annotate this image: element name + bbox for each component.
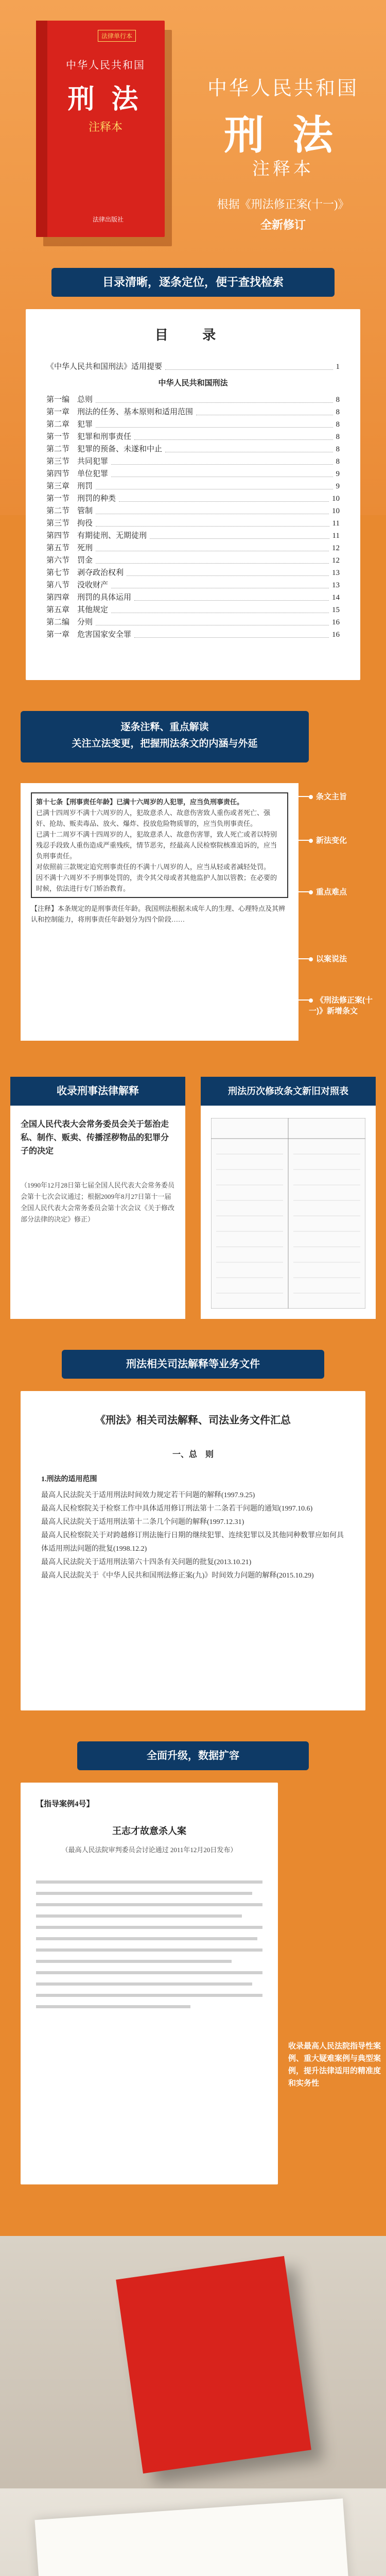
toc-dots (165, 443, 332, 452)
toc-row (46, 418, 340, 431)
toc-row-label: 第六节 罚金 (46, 556, 93, 565)
toc-row-page: 12 (332, 556, 340, 565)
toc-dots (134, 629, 329, 638)
toc-row-page: 9 (336, 482, 340, 490)
toc-row (46, 517, 340, 530)
hero-subtitle: 注释本 (252, 160, 314, 179)
toc-dots (96, 554, 329, 564)
doc-list-item: 最高人民法院关于《中华人民共和国刑法修正案(九)》时间效力问题的解释(2015.10.29) (41, 1572, 314, 1580)
annotation-heading-line1: 逐条注释、重点解读 (120, 722, 209, 733)
toc-row-page: 15 (332, 606, 340, 614)
annotation-callout (309, 994, 381, 1016)
toc-row-label: 第二节 管制 (46, 507, 93, 515)
toc-row-page: 8 (336, 396, 340, 404)
toc-intro-row (46, 361, 340, 373)
toc-dots (127, 567, 329, 576)
toc-row (46, 455, 340, 468)
toc-row (46, 579, 340, 591)
case-sub: （最高人民法院审判委员会讨论通过 2011年12月20日发布） (61, 1846, 237, 1854)
toc-intro-label: 《中华人民共和国刑法》适用提要 (46, 363, 163, 371)
toc-dots (111, 455, 332, 465)
toc-row-label: 第一节 刑罚的种类 (46, 495, 116, 503)
interpretation-body: （1990年12月28日第七届全国人民代表大会常务委员会第十七次会议通过；根据2009年8月27日第十一届全国人民代表大会常务委员会第十次会议《关于修改部分法律的决定》修正） (21, 1181, 175, 1223)
toc-dots (96, 616, 329, 625)
toc-dots (96, 480, 332, 489)
callout-label: 以案说法 (316, 955, 347, 963)
doc-list-item: 最高人民检察院关于检察工作中具体适用修订刑法第十二条若干问题的通知(1997.10.6) (41, 1505, 313, 1513)
toc-row-label: 第一节 犯罪和刑事责任 (46, 433, 132, 441)
toc-row (46, 480, 340, 493)
callout-dot (309, 998, 313, 1003)
book-badge: 法律单行本 (98, 30, 136, 42)
toc-row-label: 第八节 没收财产 (46, 581, 109, 589)
callout-connector (288, 891, 309, 892)
callout-connector (288, 958, 309, 959)
callout-dot (309, 839, 313, 843)
toc-row (46, 542, 340, 554)
hero-big-title: 刑 法 (224, 113, 342, 158)
annotation-text (31, 792, 288, 925)
doc-list-item: 最高人民法院关于适用刑法第十二条几个问题的解释(1997.12.31) (41, 1518, 244, 1526)
toc-row-label: 第一编 总则 (46, 396, 93, 404)
toc-dots (134, 591, 329, 601)
callout-connector (288, 840, 309, 841)
toc-row-label: 第三章 刑罚 (46, 482, 93, 490)
toc-row (46, 616, 340, 629)
book-cover (36, 21, 165, 237)
toc-row (46, 493, 340, 505)
docs-chapter: 一、总 则 (172, 1450, 214, 1459)
doc-list-item: 最高人民法院关于适用刑法时间效力规定若干问题的解释(1997.9.25) (41, 1492, 255, 1499)
callout-label: 条文主旨 (316, 792, 347, 801)
toc-row-label: 第三节 共同犯罪 (46, 457, 109, 466)
hero-tagline-2: 全新修订 (260, 218, 306, 231)
toc-row (46, 629, 340, 641)
toc-row-page: 9 (336, 470, 340, 478)
section-docs-heading: 刑法相关司法解释等业务文件 (62, 1350, 324, 1379)
section-annotation-heading (21, 711, 309, 762)
article-note: 【注释】本条规定的是刑事责任年龄。我国刑法根据未成年人的生理、心理特点及其辨认和控制能力，将刑事责任年龄划分为四个阶段…… (31, 905, 286, 923)
callout-dot (309, 957, 313, 961)
toc-row (46, 567, 340, 579)
toc-row-label: 第一章 危害国家安全罪 (46, 631, 132, 639)
toc-dots (111, 468, 332, 477)
toc-row-label: 第五章 其他规定 (46, 606, 109, 614)
toc-act-title: 中华人民共和国刑法 (158, 379, 228, 387)
toc-row-page: 14 (332, 594, 340, 602)
article-p3: 对依照前三款规定追究刑事责任的不满十八周岁的人，应当从轻或者减轻处罚。 (36, 863, 271, 871)
toc-intro-page: 1 (336, 363, 340, 371)
toc-row-page: 13 (332, 569, 340, 577)
docs-list (41, 1489, 345, 1583)
callout-connector (288, 796, 309, 797)
article-p1: 已满十四周岁不满十六周岁的人，犯故意杀人、故意伤害致人重伤或者死亡、强奸、抢劫、贩卖毒品、放火、爆炸、投放危险物质罪的，应当负刑事责任。 (36, 809, 271, 827)
article-p2: 已满十二周岁不满十四周岁的人，犯故意杀人、故意伤害罪，致人死亡或者以特别残忍手段致人重伤造成严重残疾，情节恶劣，经最高人民检察院核准追诉的，应当负刑事责任。 (36, 831, 277, 860)
comparison-box (201, 1077, 376, 1319)
callout-dot (309, 795, 313, 799)
interpretation-heading: 收录刑事法律解释 (10, 1077, 185, 1106)
docs-title: 《刑法》相关司法解释、司法业务文件汇总 (95, 1415, 291, 1426)
toc-dots (134, 431, 332, 440)
comparison-table (211, 1118, 365, 1309)
toc-row (46, 443, 340, 455)
callout-label: 《刑法修正案(十一)》新增条文 (309, 996, 373, 1015)
toc-row-page: 8 (336, 457, 340, 466)
toc-dots (111, 579, 329, 588)
toc-row (46, 431, 340, 443)
toc-row-page: 16 (332, 631, 340, 639)
section-upgrade-heading: 全面升级，数据扩容 (77, 1741, 309, 1770)
docs-sub: 1.刑法的适用范围 (41, 1476, 97, 1483)
toc-row-label: 第二章 犯罪 (46, 420, 93, 429)
toc-list (46, 361, 340, 641)
toc-row-page: 8 (336, 433, 340, 441)
annotation-callout (309, 886, 381, 897)
toc-dots (96, 394, 332, 403)
case-tag: 【指导案例4号】 (36, 1800, 94, 1808)
toc-row-page: 8 (336, 420, 340, 429)
hero-title: 中华人民共和国 (207, 78, 359, 99)
toc-dots (119, 493, 329, 502)
toc-dots (96, 517, 329, 527)
toc-row-page: 11 (332, 519, 340, 528)
toc-row-page: 12 (332, 544, 340, 552)
toc-title: 目 录 (154, 328, 232, 343)
toc-row-label: 第一章 刑法的任务、基本原则和适用范围 (46, 408, 194, 416)
toc-row-label: 第二节 犯罪的预备、未遂和中止 (46, 445, 163, 453)
toc-dots (96, 542, 329, 551)
article-box (31, 792, 288, 898)
interpretation-box (10, 1077, 185, 1319)
toc-row-label: 第四节 单位犯罪 (46, 470, 109, 478)
toc-dots (111, 604, 329, 613)
photo-open-page (34, 2499, 356, 2576)
toc-row-page: 8 (336, 445, 340, 453)
toc-row (46, 406, 340, 418)
toc-row (46, 530, 340, 542)
toc-row-label: 第四章 刑罚的具体运用 (46, 594, 132, 602)
toc-card (26, 309, 360, 680)
case-text-lines (36, 1880, 262, 2169)
toc-row (46, 394, 340, 406)
case-title: 王志才故意杀人案 (112, 1826, 186, 1836)
toc-dots (96, 418, 332, 428)
article-head: 第十七条【刑事责任年龄】已满十六周岁的人犯罪，应当负刑事责任。 (36, 798, 244, 806)
docs-card (21, 1391, 365, 1710)
section-toc-heading: 目录清晰，逐条定位，便于查找检索 (51, 268, 335, 297)
toc-row (46, 591, 340, 604)
toc-row-label: 第三节 拘役 (46, 519, 93, 528)
toc-dots (96, 505, 329, 514)
callout-dot (309, 890, 313, 894)
toc-row-page: 10 (332, 495, 340, 503)
callout-label: 重点难点 (316, 888, 347, 896)
callout-label: 新法变化 (316, 836, 347, 845)
toc-row (46, 505, 340, 517)
toc-row-page: 8 (336, 408, 340, 416)
annotation-callout (309, 835, 381, 845)
callout-connector (288, 999, 309, 1001)
toc-dots (196, 406, 332, 415)
toc-row (46, 468, 340, 480)
toc-dots (150, 530, 329, 539)
toc-row-page: 11 (332, 532, 340, 540)
hero-tagline: 根据《刑法修正案(十一)》 (217, 198, 349, 211)
toc-row-label: 第七节 剥夺政治权利 (46, 569, 124, 577)
book-big-title: 刑 法 (67, 85, 144, 114)
book-title: 中华人民共和国 (66, 60, 145, 71)
case-card (21, 1783, 278, 2184)
toc-row (46, 554, 340, 567)
toc-body (46, 394, 340, 641)
toc-row-page: 13 (332, 581, 340, 589)
comparison-heading: 刑法历次修改条文新旧对照表 (201, 1077, 376, 1106)
toc-row-label: 第二编 分则 (46, 618, 93, 626)
toc-row-page: 16 (332, 618, 340, 626)
book-subtitle: 注释本 (88, 121, 122, 133)
doc-list-item: 最高人民检察院关于对跨越修订刑法施行日期的继续犯罪、连续犯罪以及其他同种数罪应如何具体适用刑法问题的批复(1998.12.2) (41, 1532, 344, 1553)
publisher-logo: 法律出版社 (93, 216, 124, 223)
toc-row-page: 10 (332, 507, 340, 515)
annotation-callout (309, 953, 381, 964)
product-photo-1 (0, 2236, 386, 2488)
annotation-heading-line2: 关注立法变更，把握刑法条文的内涵与外延 (72, 738, 258, 749)
annotation-card (21, 783, 299, 1041)
case-callout: 收录最高人民法院指导性案例、重大疑难案例与典型案例，提升法律适用的精准度和实务性 (288, 2042, 381, 2088)
photo-book (116, 2256, 311, 2473)
doc-list-item: 最高人民法院关于适用刑法第六十四条有关问题的批复(2013.10.21) (41, 1558, 252, 1566)
annotation-callout (309, 791, 381, 802)
book-spine (36, 21, 47, 237)
product-photo-2 (0, 2488, 386, 2576)
interpretation-title: 全国人民代表大会常务委员会关于惩治走私、制作、贩卖、传播淫秽物品的犯罪分子的决定 (21, 1120, 169, 1156)
toc-row (46, 604, 340, 616)
toc-row-label: 第五节 死刑 (46, 544, 93, 552)
toc-row-label: 第四节 有期徒刑、无期徒刑 (46, 532, 147, 540)
article-p4: 因不满十六周岁不予刑事处罚的，责令其父母或者其他监护人加以管教；在必要的时候，依法进行专门矫治教育。 (36, 874, 277, 892)
